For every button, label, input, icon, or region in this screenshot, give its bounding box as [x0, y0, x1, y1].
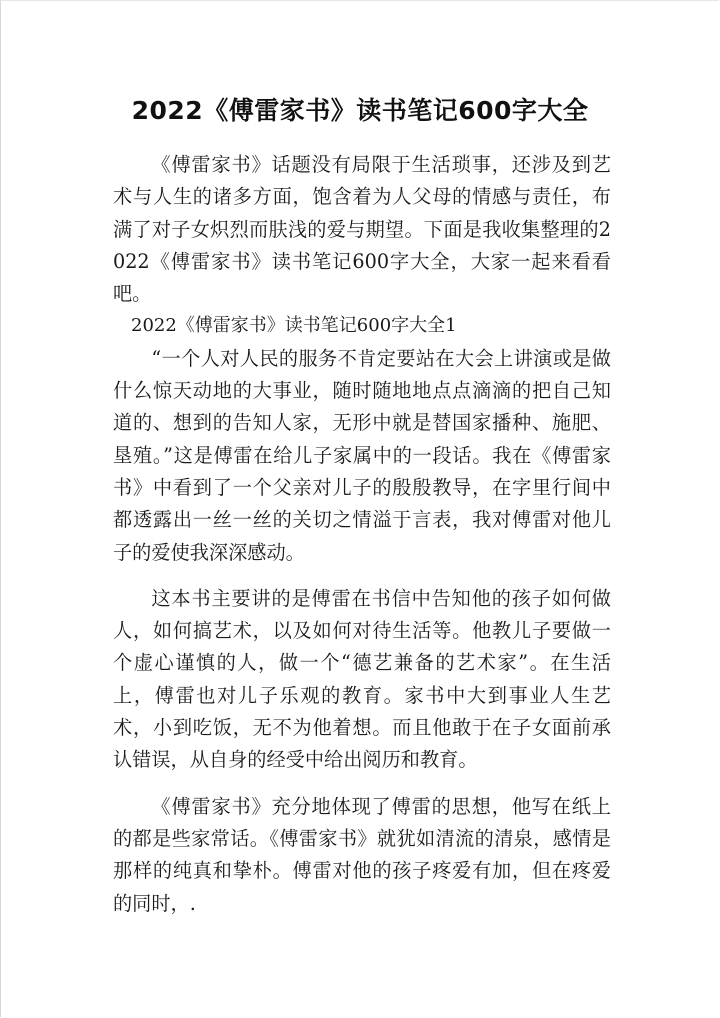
section-heading: 2022《傅雷家书》读书笔记600字大全1	[131, 315, 457, 337]
intro-paragraph: 《傅雷家书》话题没有局限于生活琐事，还涉及到艺术与人生的诸多方面，饱含着为人父母的情感与责任，布满了对子女炽烈而肤浅的爱与期望。下面是我收集整理的2022《傅雷家书》读书笔记600字大全，大家一起来看看吧。	[113, 153, 611, 306]
body-paragraph-2: 这本书主要讲的是傅雷在书信中告知他的孩子如何做人，如何搞艺术，以及如何对待生活等。他教儿子要做一个虚心谨慎的人，做一个“德艺兼备的艺术家”。在生活上，傅雷也对儿子乐观的教育。家书中大到事业人生艺术，小到吃饭，无不为他着想。而且他敢于在子女面前承认错误，从自身的经受中给出阅历和教育。	[113, 586, 611, 772]
body-paragraph-3: 《傅雷家书》充分地体现了傅雷的思想，他写在纸上的都是些家常话。《傅雷家书》就犹如清流的清泉，感情是那样的纯真和挚朴。傅雷对他的孩子疼爱有加，但在疼爱的同时，.	[113, 794, 611, 915]
document-body	[113, 149, 611, 920]
document-title: 2022《傅雷家书》读书笔记600字大全	[131, 96, 589, 125]
body-paragraph-1: “一个人对人民的服务不肯定要站在大会上讲演或是做什么惊天动地的大事业，随时随地地点点滴滴的把自己知道的、想到的告知人家，无形中就是替国家播种、施肥、垦殖。”这是傅雷在给儿子家属中的一段话。我在《傅雷家书》中看到了一个父亲对儿子的殷殷教导，在字里行间中都透露出一丝一丝的关切之情溢于言表，我对傅雷对他儿子的爱使我深深感动。	[113, 346, 611, 564]
